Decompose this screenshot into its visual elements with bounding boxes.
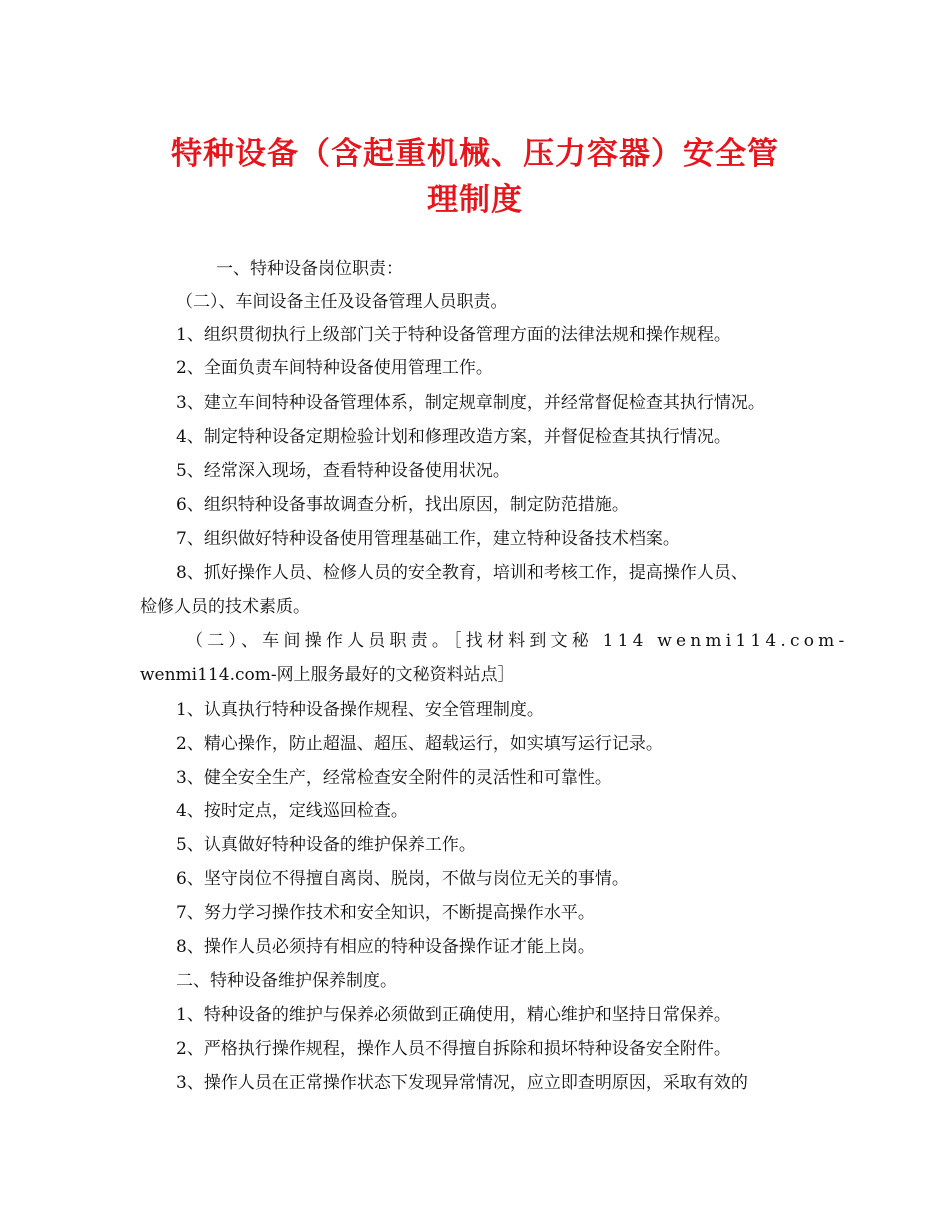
paragraph-line: 2、严格执行操作规程，操作人员不得擅自拆除和损坏特种设备安全附件。 — [176, 1039, 731, 1059]
paragraph-line: 8、抓好操作人员、检修人员的安全教育，培训和考核工作，提高操作人员、 — [176, 563, 748, 583]
paragraph-line: wenmi114.com-网上服务最好的文秘资料站点］ — [140, 665, 515, 685]
paragraph-line: 3、健全安全生产，经常检查安全附件的灵活性和可靠性。 — [176, 768, 612, 788]
paragraph-line: 1、认真执行特种设备操作规程、安全管理制度。 — [176, 700, 544, 720]
paragraph-line: 5、认真做好特种设备的维护保养工作。 — [176, 835, 476, 855]
section-heading: 一、特种设备岗位职责： — [216, 259, 403, 279]
paragraph-line: 7、努力学习操作技术和安全知识，不断提高操作水平。 — [176, 903, 595, 923]
paragraph-line: 4、按时定点，定线巡回检查。 — [176, 801, 408, 821]
paragraph-line: 检修人员的技术素质。 — [140, 597, 310, 617]
paragraph-line: 5、经常深入现场，查看特种设备使用状况。 — [176, 461, 510, 481]
document-title-line-1: 特种设备（含起重机械、压力容器）安全管 — [171, 136, 779, 172]
paragraph-line: 4、制定特种设备定期检验计划和修理改造方案，并督促检查其执行情况。 — [176, 427, 731, 447]
paragraph-line: 1、组织贯彻执行上级部门关于特种设备管理方面的法律法规和操作规程。 — [176, 325, 731, 345]
paragraph-line: 2、全面负责车间特种设备使用管理工作。 — [176, 358, 493, 378]
paragraph-line: 7、组织做好特种设备使用管理基础工作，建立特种设备技术档案。 — [176, 529, 680, 549]
document-title-line-2: 理制度 — [427, 182, 523, 218]
subsection-heading: （二）、车间设备主任及设备管理人员职责。 — [176, 292, 508, 312]
paragraph-line: 6、组织特种设备事故调查分析，找出原因，制定防范措施。 — [176, 495, 629, 515]
section-heading: 二、特种设备维护保养制度。 — [176, 971, 397, 991]
paragraph-line: 3、建立车间特种设备管理体系，制定规章制度，并经常督促检查其执行情况。 — [176, 393, 765, 413]
paragraph-line: 1、特种设备的维护与保养必须做到正确使用，精心维护和坚持日常保养。 — [176, 1005, 731, 1025]
paragraph-line: 8、操作人员必须持有相应的特种设备操作证才能上岗。 — [176, 937, 595, 957]
paragraph-line: 2、精心操作，防止超温、超压、超载运行，如实填写运行记录。 — [176, 734, 663, 754]
paragraph-line: 3、操作人员在正常操作状态下发现异常情况，应立即查明原因，采取有效的 — [176, 1073, 748, 1093]
subsection-heading: （二）、车间操作人员职责。［找材料到文秘 114 wenmi114.com- — [186, 631, 849, 651]
paragraph-line: 6、坚守岗位不得擅自离岗、脱岗，不做与岗位无关的事情。 — [176, 869, 629, 889]
